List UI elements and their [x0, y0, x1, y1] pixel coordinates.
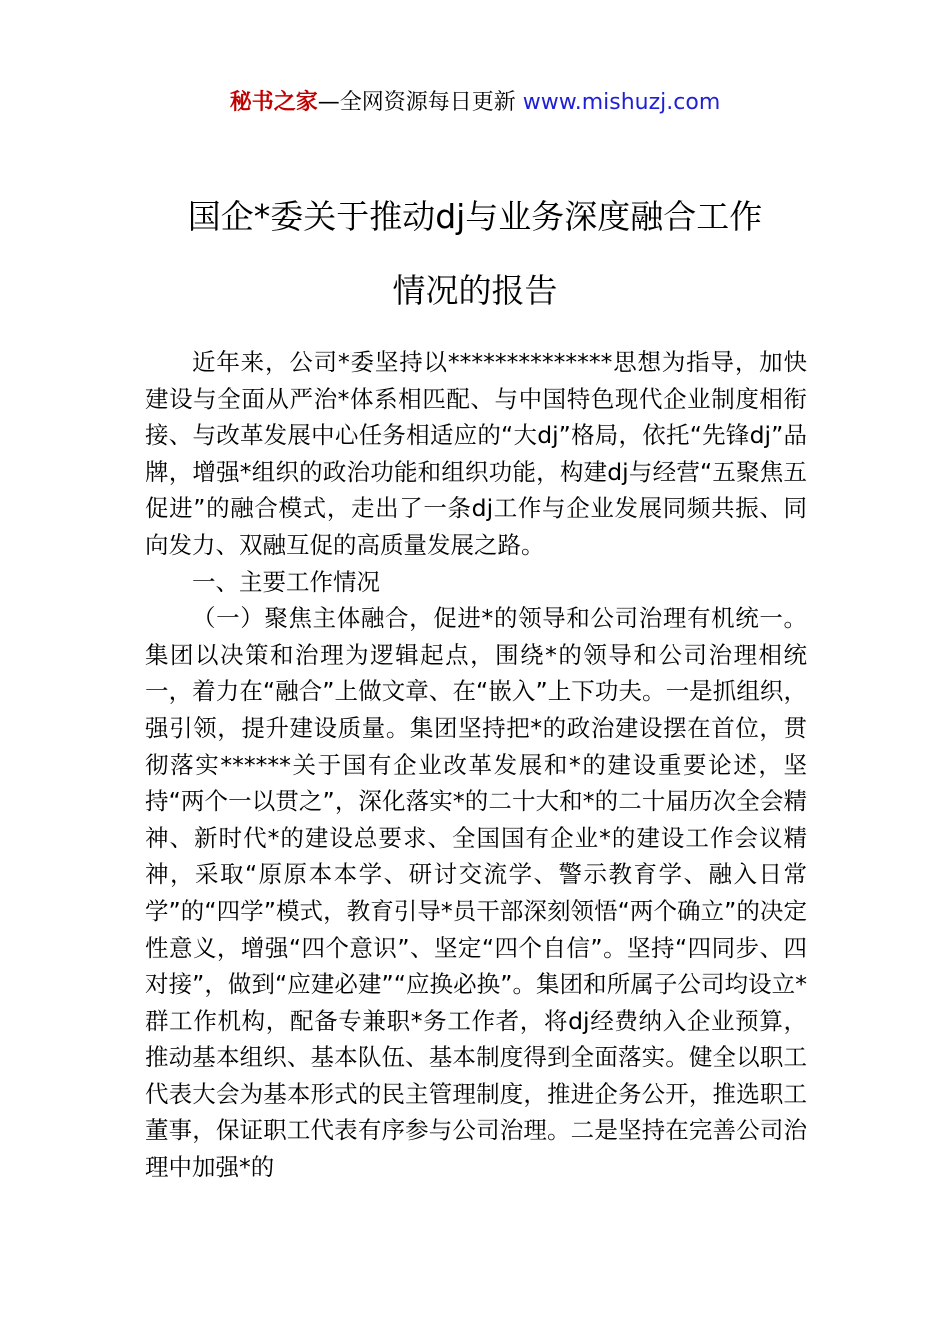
document-title [100, 180, 850, 328]
site-url-link[interactable]: www.mishuzj.com [522, 90, 721, 115]
site-tagline: —全网资源每日更新 [317, 90, 523, 115]
document-title-line-1: 国企*委关于推动dj与业务深度融合工作 [187, 197, 763, 236]
section-heading-main-work: 一、主要工作情况 [192, 567, 380, 596]
document-title-line-2: 情况的报告 [392, 271, 558, 310]
paragraph-intro: 近年来，公司*委坚持以**************思想为指导，加快建设与全面从严治*体系相匹配、与中国特色现代企业制度相衔接、与改革发展中心任务相适应的“大dj”格局，依托“先锋dj”品牌，增强*组织的政治功能和组织功能，构建dj与经营“五聚焦五促进”的融合模式，走出了一条dj工作与企业发展同频共振、同向发力、双融互促的高质量发展之路。 [145, 348, 807, 559]
paragraph-section-1: （一）聚焦主体融合，促进*的领导和公司治理有机统一。集团以决策和治理为逻辑起点，围绕*的领导和公司治理相统一，着力在“融合”上做文章、在“嵌入”上下功夫。一是抓组织，强引领，提升建设质量。集团坚持把*的政治建设摆在首位，贯彻落实******关于国有企业改革发展和*的建设重要论述，坚持“两个一以贯之”，深化落实*的二十大和*的二十届历次全会精神、新时代*的建设总要求、全国国有企业*的建设工作会议精神，采取“原原本本学、研讨交流学、警示教育学、融入日常学”的“四学”模式，教育引导*员干部深刻领悟“两个确立”的决定性意义，增强“四个意识”、坚定“四个自信”。坚持“四同步、四对接”，做到“应建必建”“应换必换”。集团和所属子公司均设立*群工作机构，配备专兼职*务工作者，将dj经费纳入企业预算，推动基本组织、基本队伍、基本制度得到全面落实。健全以职工代表大会为基本形式的民主管理制度，推进企务公开，推选职工董事，保证职工代表有序参与公司治理。二是坚持在完善公司治理中加强*的 [145, 604, 807, 1182]
site-brand: 秘书之家 [229, 90, 318, 115]
document-body [145, 344, 807, 1186]
site-header [0, 86, 950, 120]
